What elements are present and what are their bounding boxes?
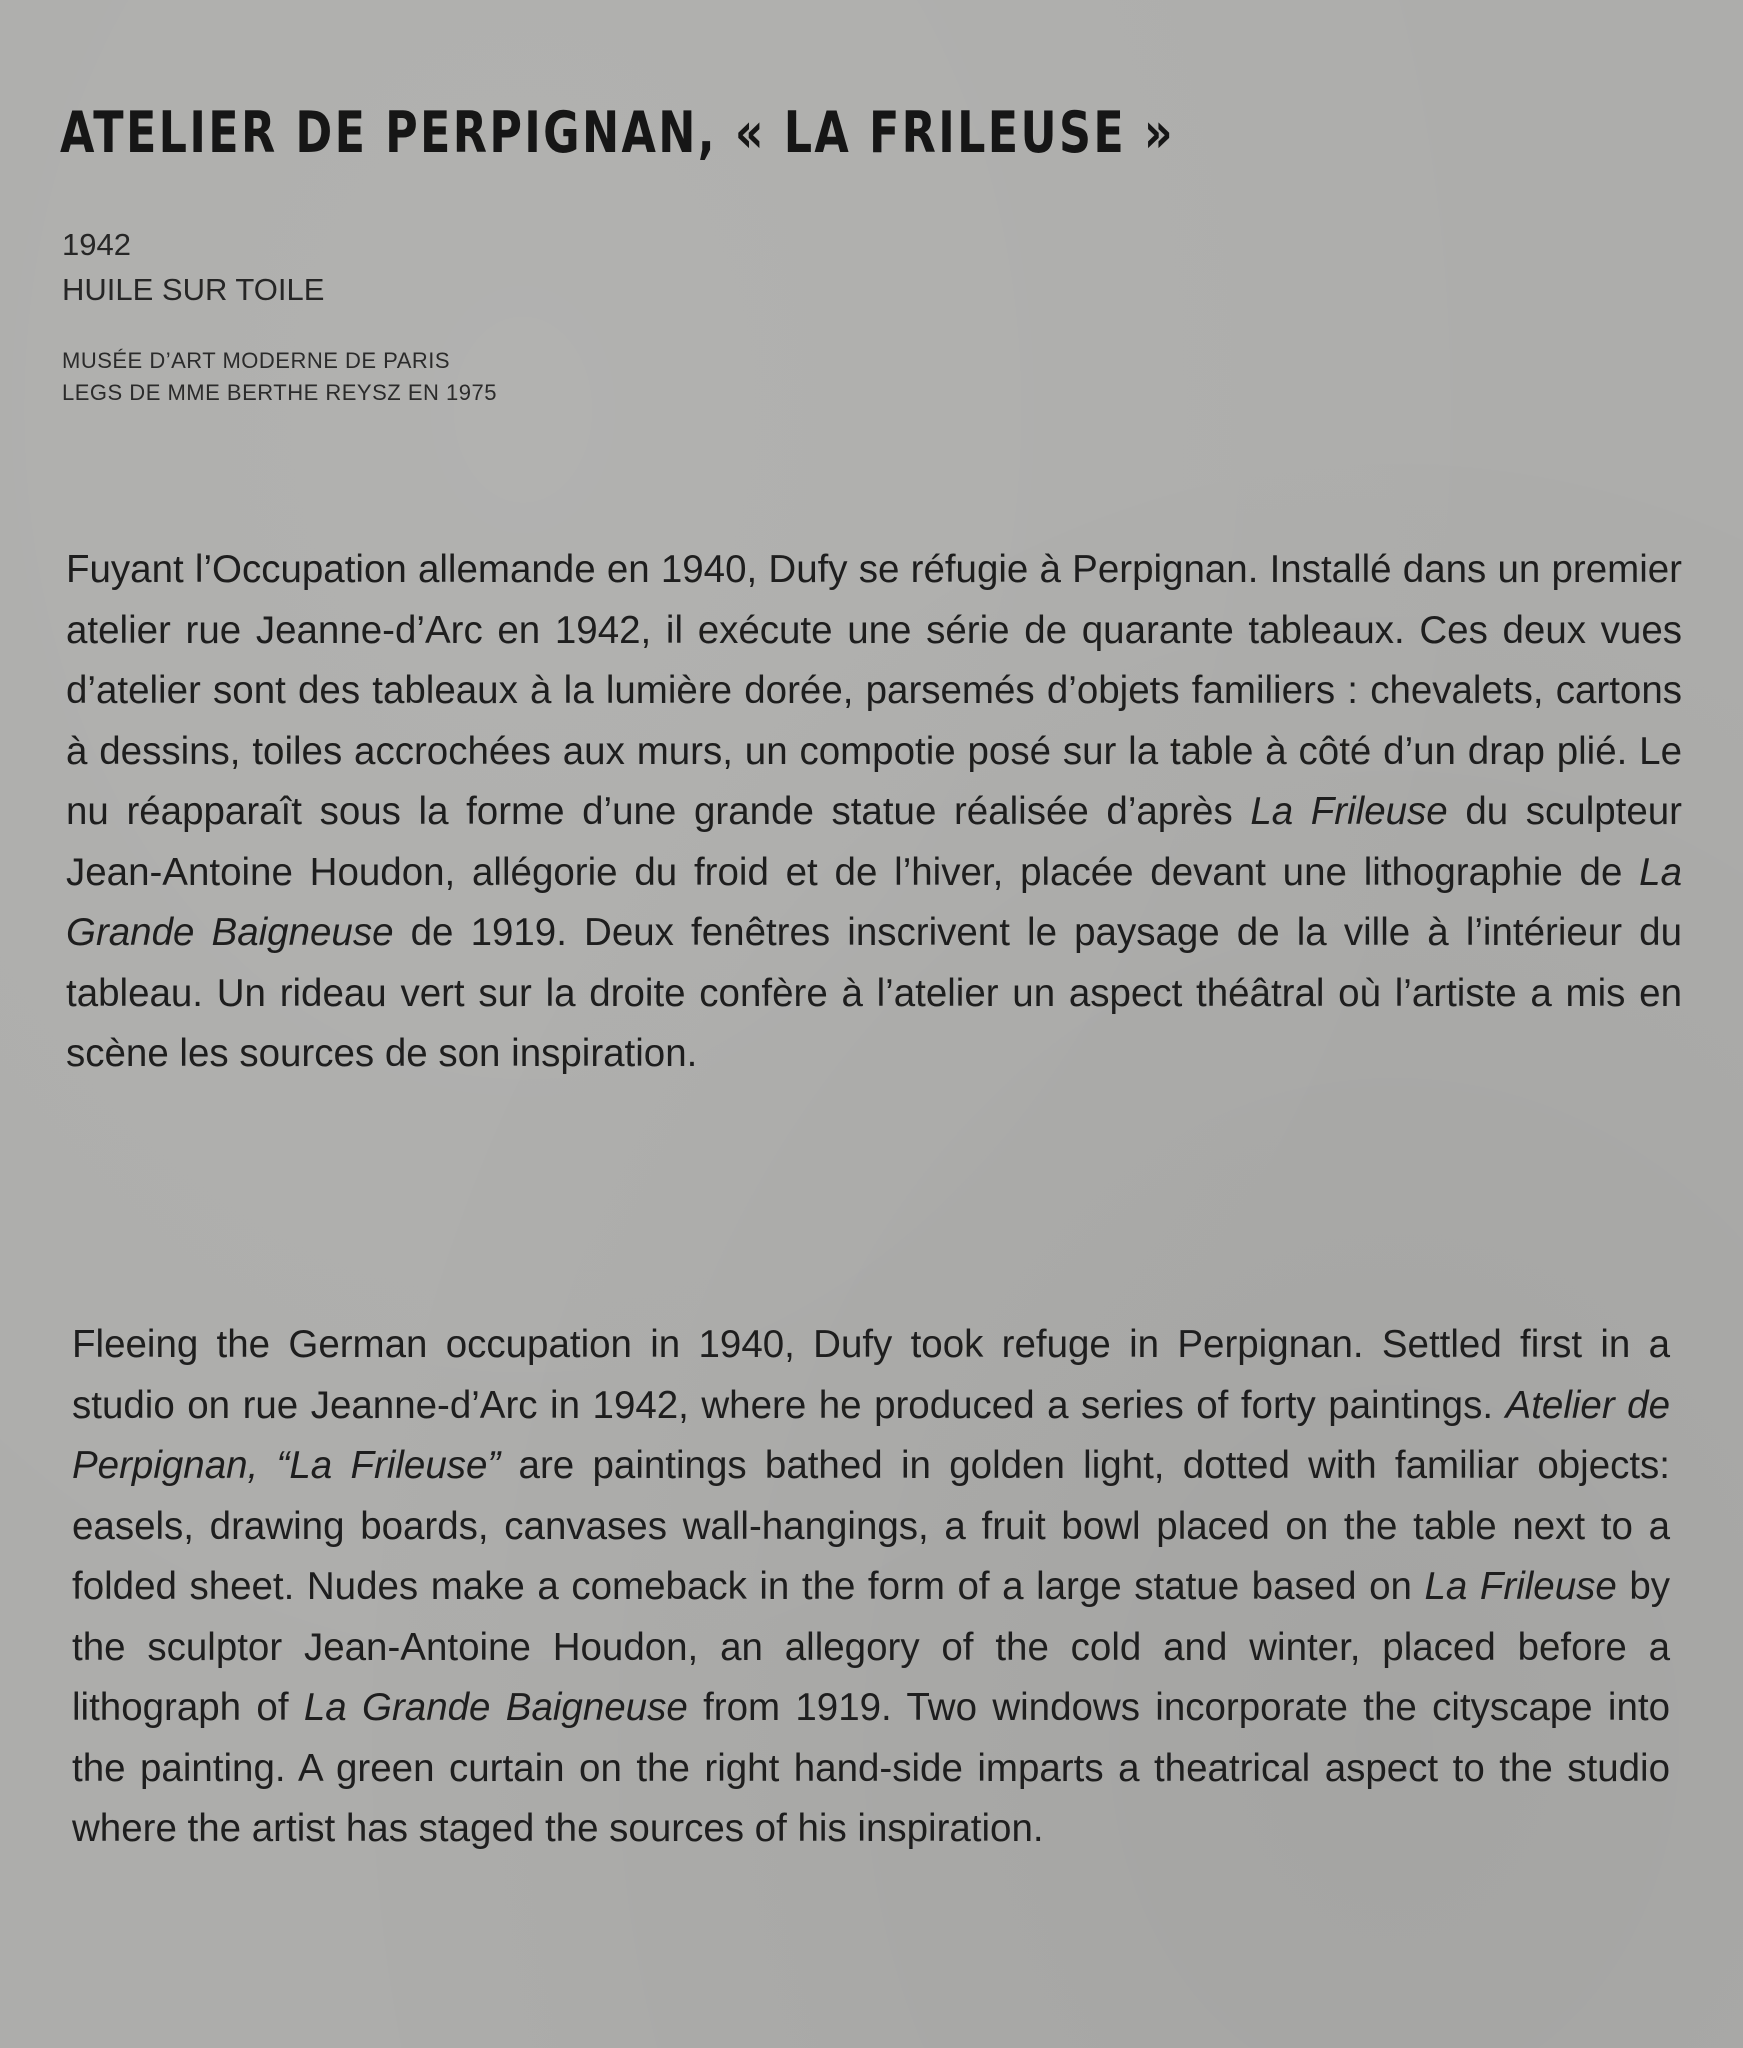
french-description bbox=[66, 540, 1682, 1085]
english-text-part-4: from 1919. Two windows incorporate the cityscape into the painting. A green curtain on the right hand-side imparts a theatrical aspect to the studio where the artist has staged the sources of his inspiration. bbox=[72, 1686, 1670, 1850]
artwork-provenance: LEGS DE MME BERTHE REYSZ EN 1975 bbox=[62, 380, 497, 405]
french-text-part-3: de 1919. Deux fenêtres inscrivent le paysage de la ville à l’intérieur du tableau. Un rideau vert sur la droite confère à l’atelier un aspect théâtral où l’artiste a mis en scène les sources de son inspiration. bbox=[66, 911, 1682, 1075]
artwork-collection: MUSÉE D’ART MODERNE DE PARIS bbox=[62, 348, 451, 373]
english-text-part-2: are paintings bathed in golden light, dotted with familiar objects: easels, drawing boards, canvases wall-hangings, a fruit bowl placed on the table next to a folded sheet. Nudes make a comeback in the form of a large statue based on bbox=[72, 1444, 1670, 1608]
artwork-medium: HUILE SUR TOILE bbox=[62, 272, 325, 307]
artwork-year: 1942 bbox=[62, 227, 131, 262]
french-text-part-1: Fuyant l’Occupation allemande en 1940, Dufy se réfugie à Perpignan. Installé dans un premier atelier rue Jeanne-d’Arc en 1942, il exécute une série de quarante tableaux. Ces deux vues d’atelier sont des tableaux à la lumière dorée, parsemés d’objets familiers : chevalets, cartons à dessins, toiles accrochées aux murs, un compotie posé sur la table à côté d’un drap plié. Le nu réapparaît sous la forme d’une grande statue réalisée d’après bbox=[66, 548, 1682, 833]
english-text-part-1: Fleeing the German occupation in 1940, Dufy took refuge in Perpignan. Settled first in a studio on rue Jeanne-d’Arc in 1942, where he produced a series of forty paintings. bbox=[72, 1323, 1670, 1427]
english-italic-title-1: Atelier de Perpignan, “La Frileuse” bbox=[72, 1383, 1670, 1487]
french-italic-title-2: La Grande Baigneuse bbox=[66, 850, 1682, 954]
french-italic-title-1: La Frileuse bbox=[1250, 790, 1448, 833]
artwork-credit bbox=[62, 345, 497, 409]
english-description bbox=[72, 1315, 1670, 1860]
english-text-part-3: by the sculptor Jean-Antoine Houdon, an allegory of the cold and winter, placed before a lithograph of bbox=[72, 1565, 1671, 1729]
artwork-title: ATELIER DE PERPIGNAN, « LA FRILEUSE » bbox=[60, 100, 1175, 166]
french-text-part-2: du sculpteur Jean-Antoine Houdon, allégorie du froid et de l’hiver, placée devant une lithographie de bbox=[66, 790, 1683, 894]
artwork-details bbox=[62, 222, 324, 312]
english-italic-title-3: La Grande Baigneuse bbox=[303, 1686, 688, 1729]
english-italic-title-2: La Frileuse bbox=[1424, 1565, 1617, 1608]
